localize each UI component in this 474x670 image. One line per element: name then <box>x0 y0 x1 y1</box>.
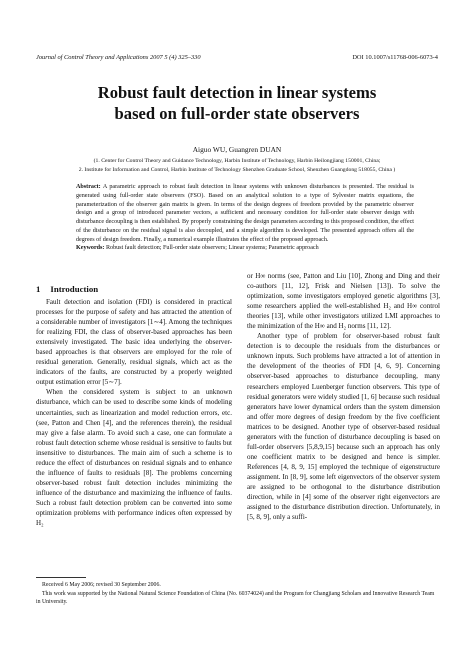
abstract <box>76 183 414 253</box>
paragraph: Fault detection and isolation (FDI) is considered in practical processes for the purpose of safety and has attracted the attention of a considerable number of investigators [1∼4]. Among the techniques for realizing FDI, the class of observer-based approaches has been extensively investigated. The basic idea underlying the observer-based approaches is that observers are employed for the role of residual generation. Generally, residual signals, which act as the indicators of the faults, are constructed by a properly weighted output estimation error [5∼7]. <box>36 298 232 387</box>
affiliations <box>36 157 438 175</box>
doi: DOI 10.1007/s11768-006-6073-4 <box>352 54 438 61</box>
authors: Aiguo WU, Guangren DUAN <box>192 145 282 154</box>
title-line-2: based on full-order state observers <box>114 104 360 123</box>
section-number: 1 <box>36 284 41 294</box>
journal-citation: Journal of Control Theory and Applications 2007 5 (4) 325–330 <box>36 54 201 61</box>
right-column <box>247 271 440 522</box>
paragraph: or H∞ norms (see, Patton and Liu [10], Zhong and Ding and their co-authors [11, 12], Frisk and Nielsen [13]). To solve the optimization, some investigators employed genetic algorithms [3], some researchers applied the well-established H₂ and H∞ control theories [13], while other investigators utilized LMI approaches to the minimization of the H∞ and H₂ norms [11, 12]. <box>247 272 440 331</box>
abstract-text: A parametric approach to robust fault detection in linear systems with unknown disturbances is presented. The residual is generated using full-order state observers (FSO). Based on an analytical solution to a type of Sylvester matrix equations, the parameterization of the observer gain matrix is given. In terms of the design degrees of freedom provided by the parametric observer design and a group of introduced parameter vectors, a sufficient and necessary condition for full-order state observer design with disturbance decoupling is then established. By properly constraining the design parameters according to this proposed condition, the effect of the disturbance on the residual signal is also decoupled, and a simple algorithm is developed. The presented approach offers all the degrees of design freedom. Finally, a numerical example illustrates the effect of the proposed approach. <box>76 184 415 243</box>
keywords-label: Keywords: <box>76 245 105 252</box>
paragraph: Another type of problem for observer-based robust fault detection is to decouple the residuals from the disturbances or unknown inputs. Such problems have attracted a lot of attention in the development of the theories of FDI [4, 6, 9]. Concerning observer-based approaches to disturbance decoupling, many researchers employed Luenberger function observers. This type of residual generators were widely studied [1, 6] because such residual generators have lower dynamical orders than the system dimension and offer more degrees of design freedom by the five coefficient matrices to be designed. Another type of observer-based residual generators with the function of disturbance decoupling is based on full-order observers [5,8,9,15] because such an approach has only one coefficient matrix to be designed and hence is simpler. References [4, 8, 9, 15] employed the technique of eigenstructure assignment. In [8, 9], some left eigenvectors of the observer system are assigned to be orthogonal to the disturbance distribution direction, while in [4] some of the observer right eigenvectors are assigned to the disturbance distribution direction. Unfortunately, in [5, 8, 9], only a suffi- <box>247 332 440 522</box>
paper-title <box>20 82 454 124</box>
running-header <box>36 54 438 61</box>
footnote-rule <box>36 577 86 578</box>
title-line-1: Robust fault detection in linear systems <box>97 83 377 102</box>
footnotes <box>36 581 438 607</box>
section-title: Introduction <box>50 284 99 294</box>
affiliation-2: 2. Institute for Information and Control, Harbin Institute of Technology Shenzhen Graduate School, Shenzhen Guangdong 518055, China ) <box>78 166 396 173</box>
footnote-received: Received 6 May 2006; revised 30 September 2006. <box>42 582 161 588</box>
left-column <box>36 297 232 528</box>
keywords <box>76 244 414 253</box>
footnote-funding: This work was supported by the National Natural Science Foundation of China (No. 60374024) and the Program for Changjiang Scholars and Innovative Research Team in University. <box>36 590 435 606</box>
keywords-text: Robust fault detection; Full-order state observers; Linear systems; Parametric approach <box>105 245 319 252</box>
abstract-label: Abstract: <box>76 184 101 190</box>
paragraph: When the considered system is subject to an unknown disturbance, which can be used to describe some kinds of modeling uncertainties, such as linearization and model reduction errors, etc. (see, Patton and Chen [4], and the references therein), the residual may give a false alarm. To avoid such a case, one can formulate a robust fault detection scheme whose residual is sensitive to faults but insensitive to disturbances. The main aim of such a scheme is to reduce the effect of disturbances on residual signals and to enhance the influence of faults to residuals [8]. The problems concerning observer-based robust fault detection includes minimizing the influence of the disturbance and maximizing the influence of faults. Such a robust fault detection problem can be converted into some optimization problems with performance indices often expressed by H₂ <box>36 388 232 528</box>
section-heading <box>36 284 98 294</box>
affiliation-1: (1. Center for Control Theory and Guidance Technology, Harbin Institute of Technology, Harbin Heilongjiang 150001, China; <box>93 158 381 164</box>
